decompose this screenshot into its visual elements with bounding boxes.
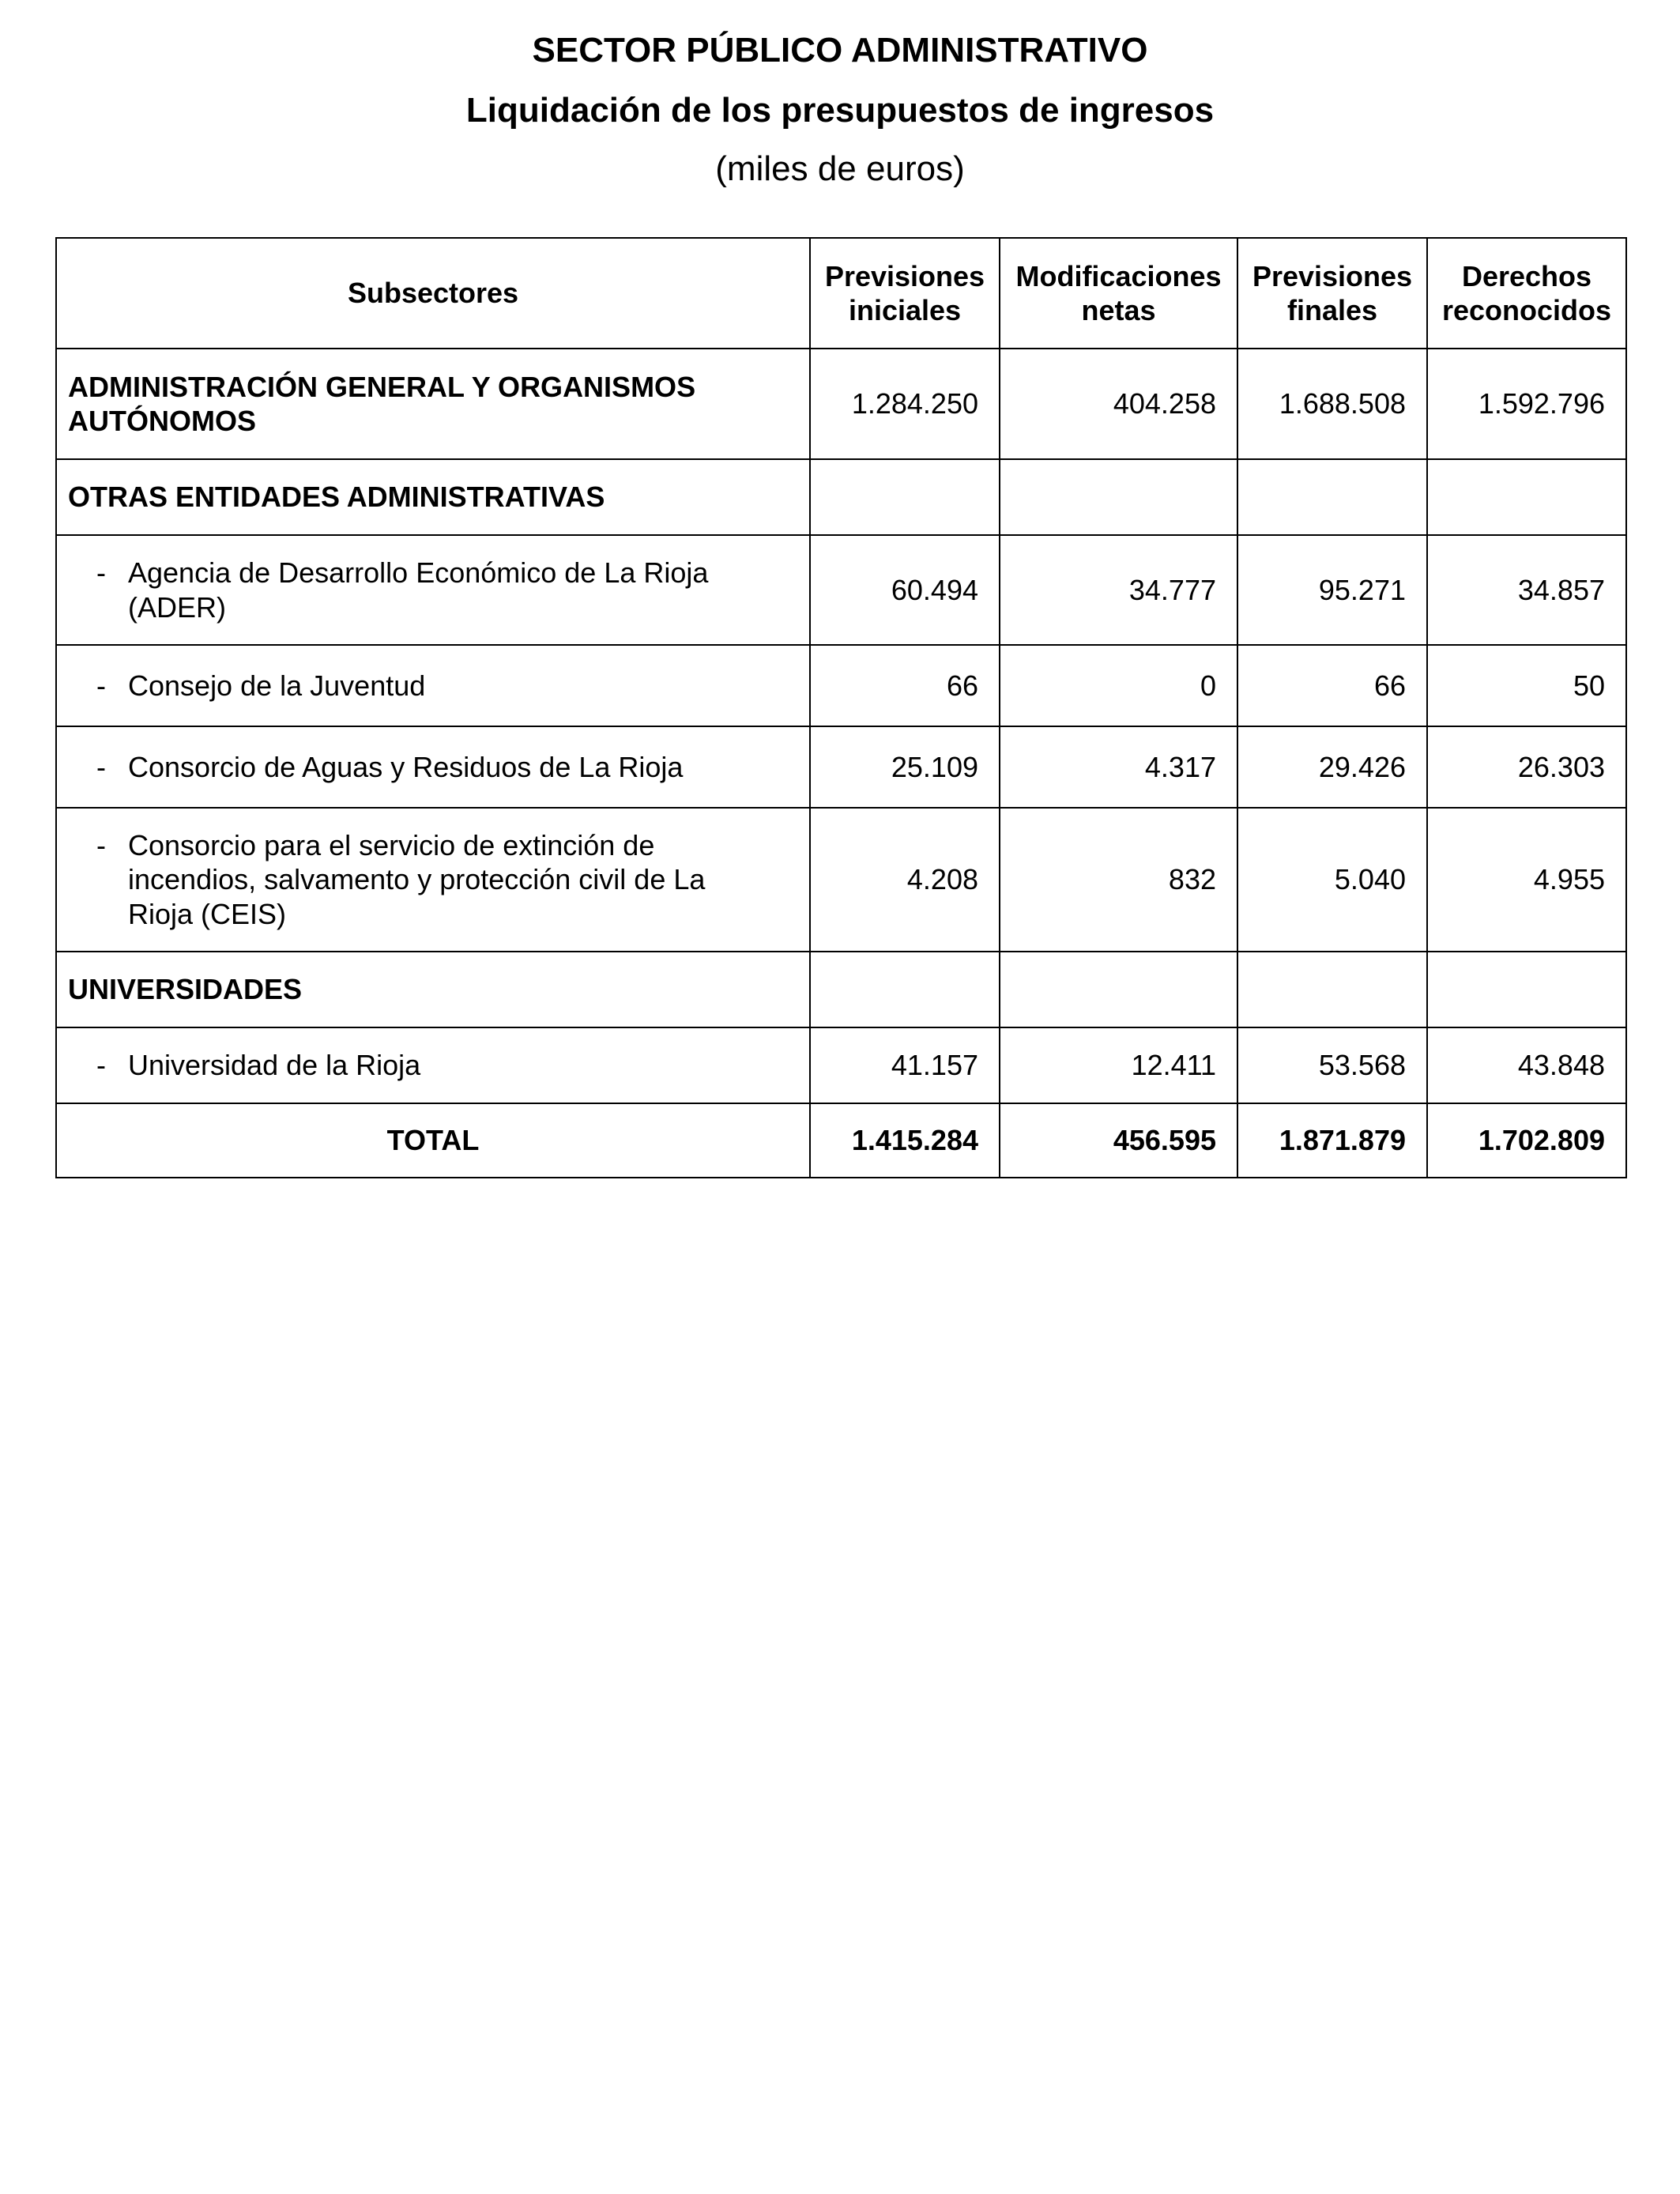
row-label-line: Consorcio para el servicio de extinción de (128, 829, 655, 862)
cell-modificaciones-netas: 832 (1000, 808, 1237, 952)
cell-derechos-reconocidos: 26.303 (1427, 726, 1626, 808)
cell-previsiones-iniciales: 1.415.284 (810, 1103, 1000, 1178)
table-row-consorcio-aguas (56, 726, 1626, 808)
row-label (56, 645, 810, 726)
table-row-admin-general (56, 349, 1626, 459)
cell-modificaciones-netas: 4.317 (1000, 726, 1237, 808)
row-label-text: Consejo de la Juventud (128, 669, 426, 702)
table-row-total (56, 1103, 1626, 1178)
row-label (56, 1027, 810, 1103)
row-label (56, 808, 810, 952)
cell-modificaciones-netas: 456.595 (1000, 1103, 1237, 1178)
table-row-otras-entidades (56, 459, 1626, 535)
row-label-text: Consorcio de Aguas y Residuos de La Rioja (128, 750, 684, 783)
col-header-line: Modificaciones (1015, 259, 1222, 292)
cell-previsiones-finales: 29.426 (1237, 726, 1427, 808)
cell-modificaciones-netas: 404.258 (1000, 349, 1237, 459)
total-label: TOTAL (56, 1103, 810, 1178)
cell-previsiones-iniciales: 1.284.250 (810, 349, 1000, 459)
col-header-derechos-reconocidos (1427, 238, 1626, 349)
cell-previsiones-iniciales: 60.494 (810, 535, 1000, 645)
list-dash: - (96, 750, 106, 783)
table-row-ader (56, 535, 1626, 645)
cell-modificaciones-netas: 12.411 (1000, 1027, 1237, 1103)
row-label-line: (ADER) (128, 590, 226, 624)
empty-cell (1427, 952, 1626, 1027)
col-header-previsiones-iniciales (810, 238, 1000, 349)
table-header-row (56, 238, 1626, 349)
budget-table (55, 237, 1627, 1178)
col-header-line: netas (1081, 294, 1156, 326)
row-label-line: Rioja (CEIS) (128, 897, 287, 930)
cell-previsiones-iniciales: 25.109 (810, 726, 1000, 808)
cell-derechos-reconocidos: 43.848 (1427, 1027, 1626, 1103)
row-label-line: Agencia de Desarrollo Económico de La Rioja (128, 556, 709, 590)
empty-cell (810, 952, 1000, 1027)
row-label (56, 349, 810, 459)
cell-previsiones-iniciales: 66 (810, 645, 1000, 726)
empty-cell (1237, 459, 1427, 535)
cell-derechos-reconocidos: 1.702.809 (1427, 1103, 1626, 1178)
cell-previsiones-finales: 5.040 (1237, 808, 1427, 952)
row-label (56, 726, 810, 808)
col-header-previsiones-finales (1237, 238, 1427, 349)
page-title: SECTOR PÚBLICO ADMINISTRATIVO (532, 31, 1148, 70)
empty-cell (1000, 952, 1237, 1027)
empty-cell (1427, 459, 1626, 535)
list-dash: - (96, 669, 106, 702)
col-header-line: reconocidos (1441, 294, 1612, 326)
row-label-line: ADMINISTRACIÓN GENERAL Y ORGANISMOS (68, 370, 696, 403)
cell-modificaciones-netas: 34.777 (1000, 535, 1237, 645)
cell-previsiones-finales: 1.871.879 (1237, 1103, 1427, 1178)
table-row-consejo (56, 645, 1626, 726)
cell-derechos-reconocidos: 1.592.796 (1427, 349, 1626, 459)
list-dash: - (96, 556, 106, 590)
list-dash: - (96, 829, 106, 862)
col-header-line: iniciales (848, 294, 962, 326)
empty-cell (1000, 459, 1237, 535)
page-subtitle: Liquidación de los presupuestos de ingresos (465, 91, 1215, 130)
cell-previsiones-iniciales: 4.208 (810, 808, 1000, 952)
col-header-line: Derechos (1461, 259, 1592, 292)
col-header-line: Previsiones (1252, 259, 1413, 292)
row-label: OTRAS ENTIDADES ADMINISTRATIVAS (56, 459, 810, 535)
col-header-line: finales (1286, 294, 1378, 326)
row-label (56, 535, 810, 645)
list-dash: - (96, 1049, 106, 1082)
cell-modificaciones-netas: 0 (1000, 645, 1237, 726)
cell-previsiones-finales: 95.271 (1237, 535, 1427, 645)
row-label-line: incendios, salvamento y protección civil de La (128, 863, 706, 896)
row-label-text: Universidad de la Rioja (128, 1049, 421, 1082)
row-label-line: AUTÓNOMOS (68, 405, 256, 437)
table-row-ceis (56, 808, 1626, 952)
table-row-universidad-rioja (56, 1027, 1626, 1103)
row-label: UNIVERSIDADES (56, 952, 810, 1027)
table-row-universidades (56, 952, 1626, 1027)
cell-derechos-reconocidos: 4.955 (1427, 808, 1626, 952)
empty-cell (1237, 952, 1427, 1027)
cell-previsiones-iniciales: 41.157 (810, 1027, 1000, 1103)
cell-previsiones-finales: 53.568 (1237, 1027, 1427, 1103)
cell-previsiones-finales: 1.688.508 (1237, 349, 1427, 459)
units-note: (miles de euros) (715, 149, 965, 188)
col-header-modificaciones-netas (1000, 238, 1237, 349)
cell-derechos-reconocidos: 34.857 (1427, 535, 1626, 645)
cell-previsiones-finales: 66 (1237, 645, 1427, 726)
col-header-subsectores: Subsectores (56, 238, 810, 349)
cell-derechos-reconocidos: 50 (1427, 645, 1626, 726)
empty-cell (810, 459, 1000, 535)
col-header-line: Previsiones (824, 259, 985, 292)
